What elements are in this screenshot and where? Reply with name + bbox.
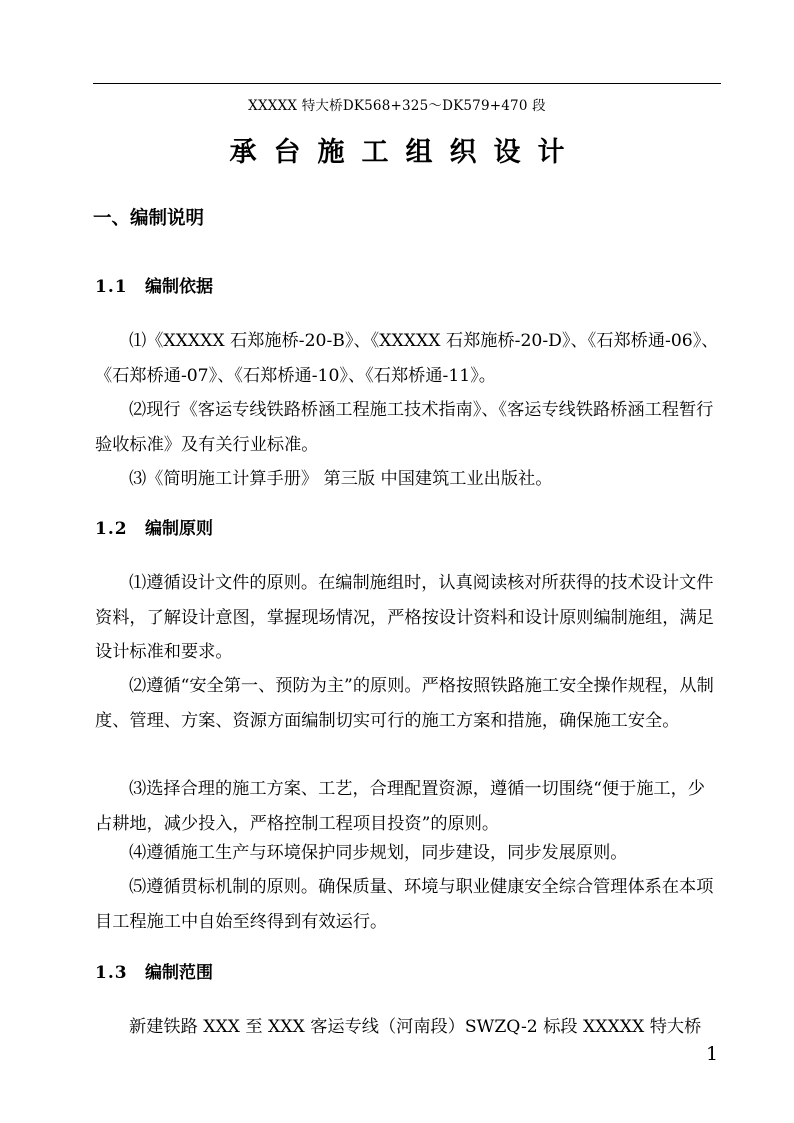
paragraph: ⑶选择合理的施工方案、工艺，合理配置资源，遵循一切围绕“便于施工，少占耕地，减少投入，严格控制工程项目投资”的原则。 [95, 779, 705, 834]
paragraph: ⑵遵循“安全第一、预防为主”的原则。严格按照铁路施工安全操作规程，从制度、管理、方案、资源方面编制切实可行的施工方案和措施，确保施工安全。 [95, 676, 714, 731]
subsection-heading-1-2 [95, 514, 213, 539]
header-rule [93, 83, 721, 84]
section-heading-1: 一、编制说明 [93, 208, 205, 229]
paragraph: ⑴《XXXXX 石郑施桥-20-B》、《XXXXX 石郑施桥-20-D》、《石郑桥通-06》、《石郑桥通-07》、《石郑桥通-10》、《石郑桥通-11》。 [95, 331, 719, 386]
subsection-number: 1.3 [95, 963, 128, 983]
page-number: 1 [706, 1043, 719, 1065]
paragraph: ⑴遵循设计文件的原则。在编制施组时，认真阅读核对所获得的技术设计文件资料，了解设计意图，掌握现场情况，严格按设计资料和设计原则编制施组，满足设计标准和要求。 [95, 573, 714, 662]
subsection-title: 编制范围 [145, 963, 213, 983]
subsection-title: 编制原则 [145, 519, 213, 539]
paragraph: ⑵现行《客运专线铁路桥涵工程施工技术指南》、《客运专线铁路桥涵工程暂行验收标准》及有关行业标准。 [95, 400, 714, 455]
running-header: XXXXX 特大桥DK568+325～DK579+470 段 [248, 98, 546, 114]
paragraph: ⑸遵循贯标机制的原则。确保质量、环境与职业健康安全综合管理体系在本项目工程施工中自始至终得到有效运行。 [95, 877, 714, 932]
subsection-heading-1-1 [95, 272, 213, 297]
document-title: 承台施工组织设计 [229, 137, 582, 168]
paragraph: ⑶《简明施工计算手册》 第三版 中国建筑工业出版社。 [129, 469, 553, 489]
subsection-number: 1.2 [95, 519, 128, 539]
paragraph: ⑷遵循施工生产与环境保护同步规划，同步建设，同步发展原则。 [129, 843, 628, 863]
paragraph: 新建铁路 XXX 至 XXX 客运专线（河南段）SWZQ-2 标段 XXXXX 特大桥 [129, 1017, 702, 1037]
subsection-number: 1.1 [95, 277, 128, 297]
subsection-heading-1-3 [95, 958, 213, 983]
subsection-title: 编制依据 [145, 277, 213, 297]
